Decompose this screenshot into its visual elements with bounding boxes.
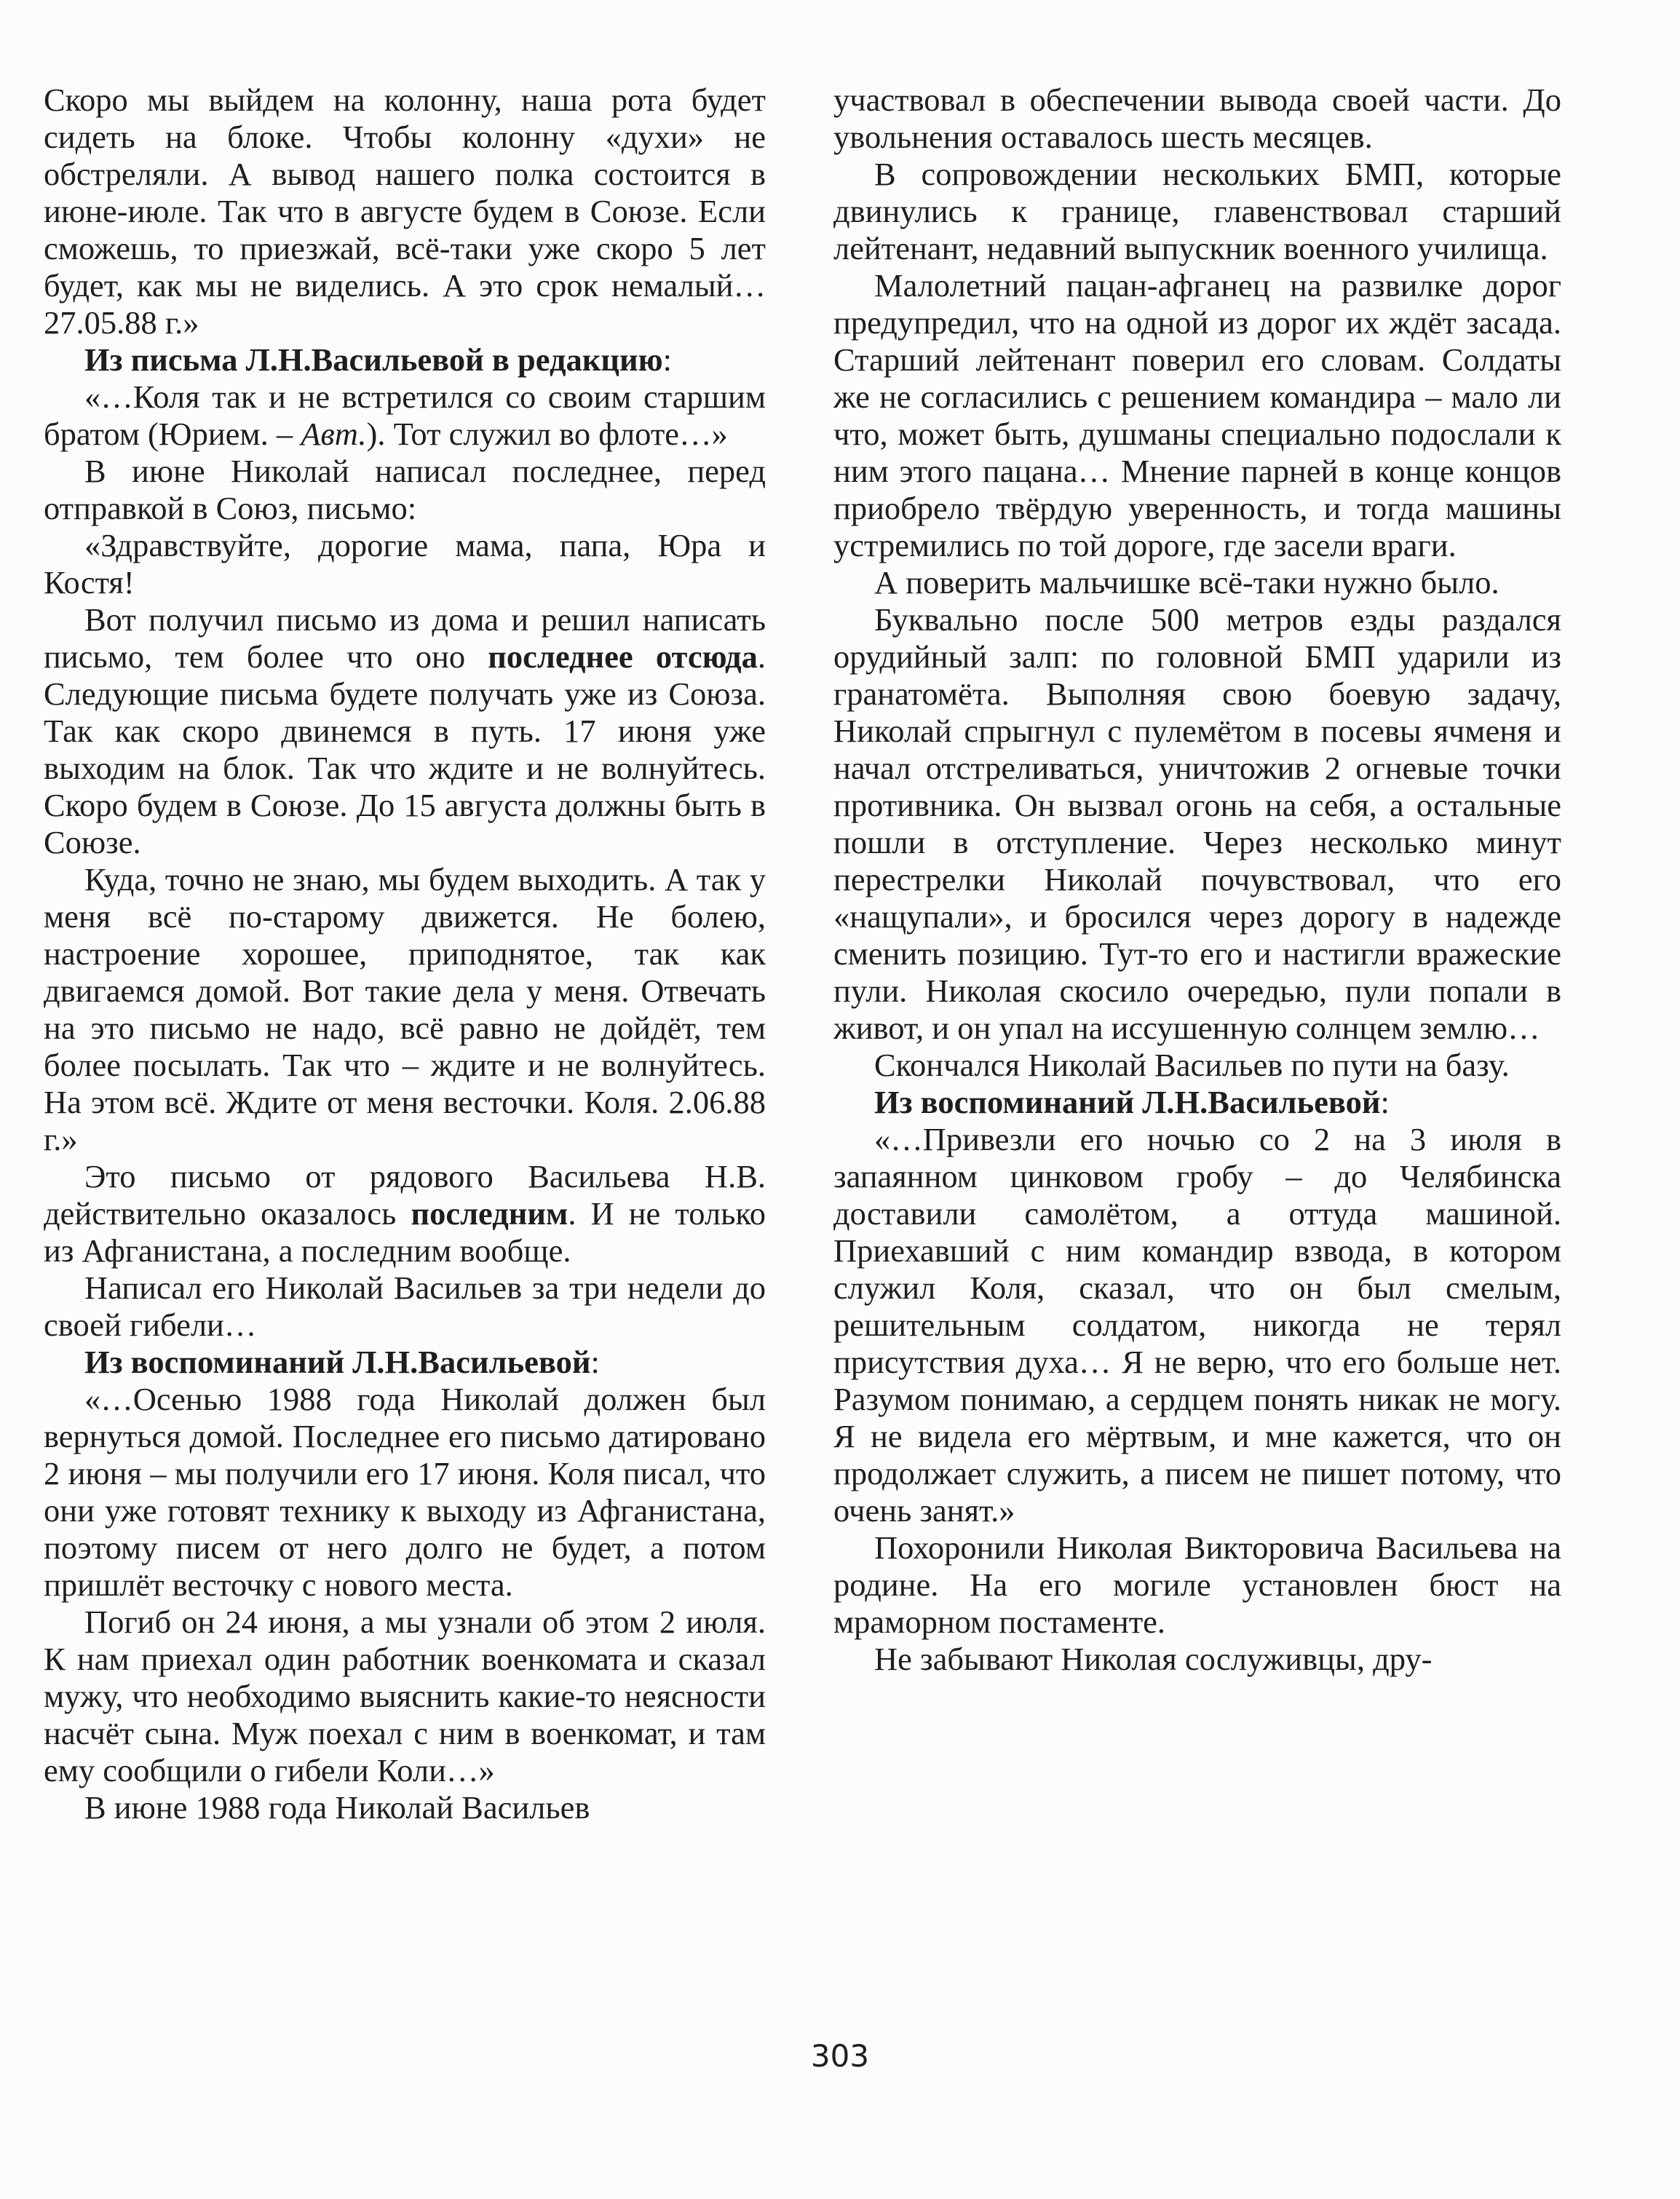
heading-colon: :: [590, 1344, 600, 1380]
paragraph: участвовал в обеспечении вывода своей части. До увольнения оставалось шесть месяцев.: [833, 82, 1561, 155]
paragraph: «…Осенью 1988 года Николай должен был вернуться домой. Последнее его письмо датировано 2 июня – мы получили его 17 июня. Коля писал, что они уже готовят технику к выходу из Афганистана, поэтому писем от него долго не будет, а потом пришлёт весточку с нового места.: [44, 1381, 766, 1603]
text-run: Это письмо от рядового Васильева Н.В. действительно оказалось: [44, 1158, 766, 1232]
source-heading: [44, 341, 766, 379]
text-run: . Следующие письма будете получать уже из Союза. Так как скоро двинемся в путь. 17 июня уже выходим на блок. Так что ждите и не волнуйтесь. Скоро будем в Союзе. До 15 августа должны быть в Союзе.: [44, 638, 766, 860]
heading-colon: :: [662, 341, 673, 378]
paragraph: Похоронили Николая Викторовича Васильева на родине. На его могиле установлен бюст на мраморном постаменте.: [833, 1529, 1561, 1640]
paragraph: Погиб он 24 июня, а мы узнали об этом 2 июля. К нам приехал один работник военкомата и сказал мужу, что необходимо выяснить какие-то неясности насчёт сына. Муж поехал с ним в военкомат, и там ему сообщили о гибели Коли…»: [44, 1604, 766, 1788]
paragraph: В июне 1988 года Николай Васильев: [84, 1789, 590, 1826]
paragraph: [44, 1158, 766, 1269]
bold-run: последним: [411, 1195, 568, 1232]
paragraph: В июне Николай написал последнее, перед отправкой в Союз, письмо:: [44, 453, 766, 526]
paragraph: Написал его Николай Васильев за три недели до своей гибели…: [44, 1269, 766, 1343]
paragraph: [44, 601, 766, 861]
paragraph: Скоро мы выйдем на колонну, наша рота будет сидеть на блоке. Чтобы колонну «духи» не обстреляли. А вывод нашего полка состоится в июне-июле. Так что в августе будем в Союзе. Если сможешь, то приезжай, всё-таки уже скоро 5 лет будет, как мы не виделись. А это срок немалый… 27.05.88 г.»: [44, 82, 766, 341]
paragraph: А поверить мальчишке всё-таки нужно было.: [874, 564, 1499, 601]
text-run: «…Коля так и не встретился со своим старшим братом (Юрием. –: [44, 379, 766, 452]
text-run: . И не только из Афганистана, а последним вообще.: [44, 1195, 766, 1269]
source-heading: [833, 1084, 1561, 1121]
heading-colon: :: [1380, 1084, 1390, 1120]
paragraph: В сопровождении нескольких БМП, которые двинулись к границе, главенствовал старший лейтенант, недавний выпускник военного училища.: [833, 156, 1561, 266]
left-column: [44, 82, 766, 1826]
page-number: 303: [810, 2038, 870, 2074]
paragraph: Куда, точно не знаю, мы будем выходить. А так у меня всё по-старому движется. Не болею, настроение хорошее, приподнятое, так как двигаемся домой. Вот такие дела у меня. Отвечать на это письмо не надо, всё равно не дойдёт, тем более посылать. Так что – ждите и не волнуйтесь. На этом всё. Ждите от меня весточки. Коля. 2.06.88 г.»: [44, 861, 766, 1157]
paragraph: Не забывают Николая сослуживцы, дру-: [874, 1641, 1433, 1677]
heading-text: Из воспоминаний Л.Н.Васильевой: [84, 1344, 591, 1380]
text-run: ). Тот служил во флоте…»: [366, 416, 728, 452]
paragraph: Скончался Николай Васильев по пути на базу.: [874, 1047, 1510, 1083]
source-heading: [44, 1344, 766, 1381]
paragraph: [44, 379, 766, 453]
bold-run: последнее отсюда: [488, 638, 758, 675]
paragraph: «Здравствуйте, дорогие мама, папа, Юра и Костя!: [44, 527, 766, 601]
right-column: [833, 82, 1561, 1678]
heading-text: Из воспоминаний Л.Н.Васильевой: [874, 1084, 1381, 1120]
paragraph: Буквально после 500 метров езды раздался орудийный залп: по головной БМП ударили из гранатомёта. Выполняя свою боевую задачу, Николай спрыгнул с пулемётом в посевы ячменя и начал отстреливаться, уничтожив 2 огневые точки противника. Он вызвал огонь на себя, а остальные пошли в отступление. Через несколько минут перестрелки Николай почувствовал, что его «нащупали», и бросился через дорогу в надежде сменить позицию. Тут-то его и настигли вражеские пули. Николая скосило очередью, пули попали в живот, и он упал на иссушенную солнцем землю…: [833, 601, 1561, 1046]
italic-run: Авт.: [301, 416, 367, 452]
heading-text: Из письма Л.Н.Васильевой в редакцию: [84, 341, 663, 378]
paragraph: Малолетний пацан-афганец на развилке дорог предупредил, что на одной из дорог их ждёт засада. Старший лейтенант поверил его словам. Солдаты же не согласились с решением командира – мало ли что, может быть, душманы специально подослали к ним этого пацана… Мнение парней в конце концов приобрело твёрдую уверенность, и тогда машины устремились по той дороге, где засели враги.: [833, 267, 1561, 563]
paragraph: «…Привезли его ночью со 2 на 3 июля в запаянном цинковом гробу – до Челябинска доставили самолётом, а оттуда машиной. Приехавший с ним командир взвода, в котором служил Коля, сказал, что он был смелым, решительным солдатом, никогда не терял присутствия духа… Я не верю, что его больше нет. Разумом понимаю, а сердцем понять никак не могу. Я не видела его мёртвым, и мне кажется, что он продолжает служить, а писем не пишет потому, что очень занят.»: [833, 1121, 1561, 1529]
text-run: Вот получил письмо из дома и решил написать письмо, тем более что оно: [44, 601, 766, 675]
